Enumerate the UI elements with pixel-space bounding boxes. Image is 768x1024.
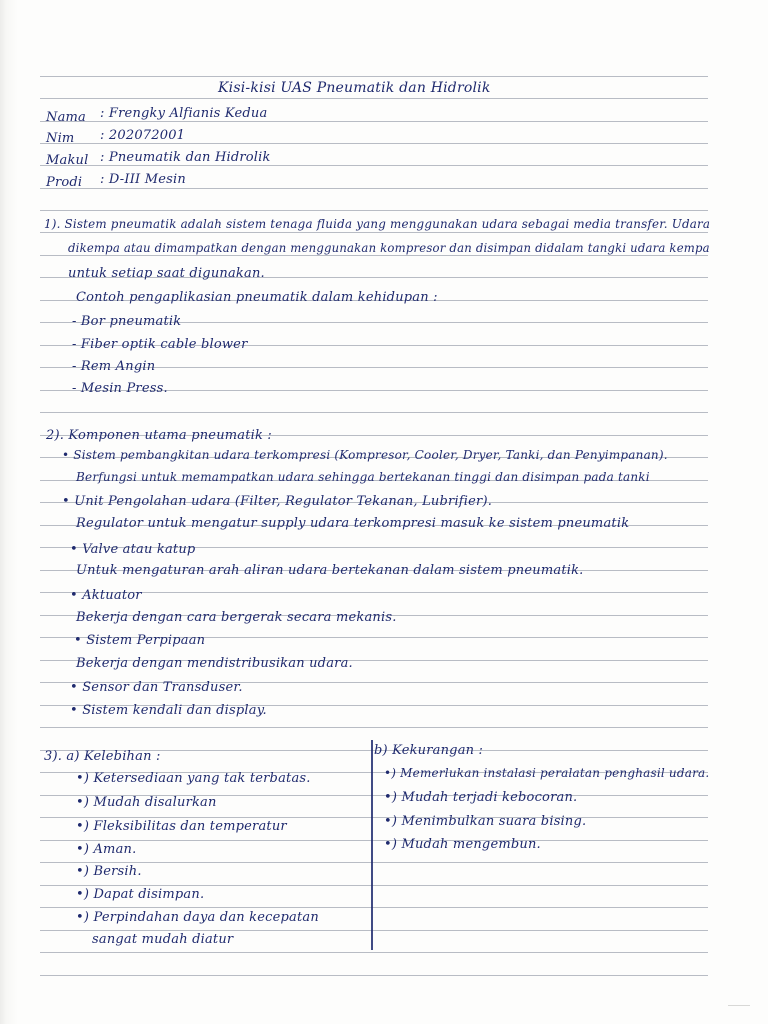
ruled-line: [40, 255, 708, 256]
q2-line: Regulator untuk mengatur supply udara terkompresi masuk ke sistem pneumatik: [76, 516, 630, 531]
ruled-line: [40, 907, 708, 908]
q2-line: Untuk mengaturan arah aliran udara bertekanan dalam sistem pneumatik.: [76, 563, 584, 578]
kekurangan-item: •) Memerlukan instalasi peralatan penghasil udara.: [384, 766, 710, 780]
q1-line: Contoh pengaplikasian pneumatik dalam kehidupan :: [76, 290, 438, 305]
kelebihan-item: •) Dapat disimpan.: [76, 887, 205, 902]
ruled-line: [40, 188, 708, 189]
q2-line: Berfungsi untuk memampatkan udara sehingga bertekanan tinggi dan disimpan pada tanki: [76, 470, 650, 484]
ruled-line: [40, 727, 708, 728]
ruled-line: [40, 121, 708, 122]
q1-line: dikempa atau dimampatkan dengan menggunakan kompresor dan disimpan didalam tangki udara kempa: [68, 241, 710, 255]
page-corner-mark: [728, 1005, 750, 1018]
q2-line: • Unit Pengolahan udara (Filter, Regulator Tekanan, Lubrifier).: [62, 494, 493, 509]
ruled-line: [40, 952, 708, 953]
kekurangan-item: •) Menimbulkan suara bising.: [384, 814, 587, 829]
ruled-line: [40, 143, 708, 144]
kelebihan-item: •) Fleksibilitas dan temperatur: [76, 819, 287, 834]
q2-line: • Aktuator: [70, 588, 142, 603]
kelebihan-item: •) Ketersediaan yang tak terbatas.: [76, 771, 311, 786]
q2-line: Bekerja dengan cara bergerak secara mekanis.: [76, 610, 397, 625]
page-title: Kisi-kisi UAS Pneumatik dan Hidrolik: [218, 80, 491, 96]
q1-line: - Rem Angin: [72, 359, 156, 374]
ruled-line: [40, 930, 708, 931]
column-divider: [371, 740, 373, 950]
ruled-line: [40, 232, 708, 233]
kelebihan-item: •) Perpindahan daya dan kecepatan: [76, 910, 319, 925]
q2-line: • Sensor dan Transduser.: [70, 680, 243, 695]
nama-label: Nama: [46, 110, 87, 125]
q1-line: - Mesin Press.: [72, 381, 168, 396]
q1-line: - Bor pneumatik: [72, 314, 182, 329]
q1-line: untuk setiap saat digunakan.: [68, 266, 265, 281]
ruled-line: [40, 412, 708, 413]
ruled-line: [40, 210, 708, 211]
ruled-line: [40, 862, 708, 863]
q2-line: Bekerja dengan mendistribusikan udara.: [76, 656, 353, 671]
q2-line: • Sistem Perpipaan: [74, 633, 206, 648]
kelebihan-item: •) Bersih.: [76, 864, 142, 879]
nim-value: : 202072001: [100, 128, 186, 143]
ruled-line: [40, 165, 708, 166]
q2-line: • Sistem kendali dan display.: [70, 703, 267, 718]
q2-line: • Sistem pembangkitan udara terkompresi (Kompresor, Cooler, Dryer, Tanki, dan Penyimpanan).: [62, 448, 668, 462]
makul-value: : Pneumatik dan Hidrolik: [100, 150, 271, 165]
kelebihan-item: sangat mudah diatur: [92, 932, 234, 947]
q2-line: 2). Komponen utama pneumatik :: [46, 428, 273, 443]
makul-label: Makul: [46, 153, 89, 168]
ruled-line: [40, 840, 708, 841]
ruled-line: [40, 885, 708, 886]
kelebihan-heading: 3). a) Kelebihan :: [44, 749, 161, 764]
nim-label: Nim: [46, 131, 75, 146]
kelebihan-item: •) Aman.: [76, 842, 137, 857]
nama-value: : Frengky Alfianis Kedua: [100, 106, 268, 121]
kekurangan-item: •) Mudah terjadi kebocoran.: [384, 790, 578, 805]
kekurangan-heading: b) Kekurangan :: [374, 743, 484, 758]
q2-line: • Valve atau katup: [70, 542, 196, 557]
ruled-line: [40, 975, 708, 976]
kelebihan-item: •) Mudah disalurkan: [76, 795, 217, 810]
prodi-label: Prodi: [46, 175, 83, 190]
kekurangan-item: •) Mudah mengembun.: [384, 837, 541, 852]
ruled-line: [40, 98, 708, 99]
prodi-value: : D-III Mesin: [100, 172, 186, 187]
ruled-line: [40, 817, 708, 818]
q1-line: 1). Sistem pneumatik adalah sistem tenaga fluida yang menggunakan udara sebagai media transfer. Udara: [44, 217, 711, 231]
q1-line: - Fiber optik cable blower: [72, 337, 248, 352]
ruled-line: [40, 76, 708, 77]
